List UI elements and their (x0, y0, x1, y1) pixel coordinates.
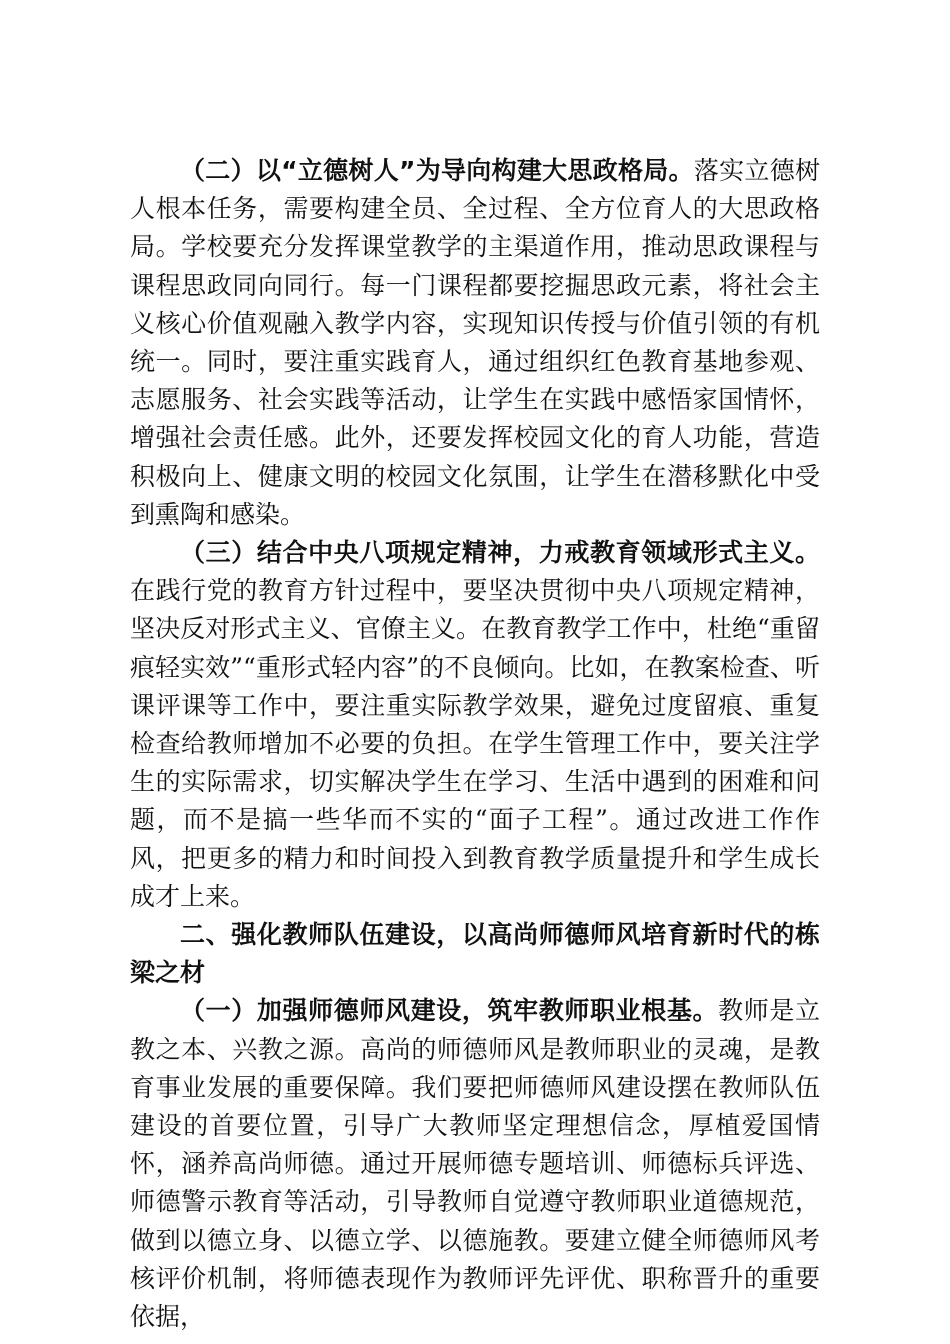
paragraph-section-2 (130, 152, 820, 534)
paragraph-lead: （一）加强师德师风建设，筑牢教师职业根基。 (180, 996, 719, 1026)
paragraph-lead: （二）以“立德树人”为导向构建大思政格局。 (180, 156, 694, 185)
paragraph-text: 落实立德树人根本任务，需要构建全员、全过程、全方位育人的大思政格局。学校要充分发挥课堂教学的主渠道作用，推动思政课程与课程思政同向同行。每一门课程都要挖掘思政元素，将社会主义核心价值观融入教学内容，实现知识传授与价值引领的有机统一。同时，要注重实践育人，通过组织红色教育基地参观、志愿服务、社会实践等活动，让学生在实践中感悟家国情怀，增强社会责任感。此外，还要发挥校园文化的育人功能，营造积极向上、健康文明的校园文化氛围，让学生在潜移默化中受到熏陶和感染。 (130, 156, 820, 529)
paragraph-section-3 (130, 534, 820, 916)
paragraph-text: 在践行党的教育方针过程中，要坚决贯彻中央八项规定精神，坚决反对形式主义、官僚主义。在教育教学工作中，杜绝“重留痕轻实效”“重形式轻内容”的不良倾向。比如，在教案检查、听课评课等工作中，要注重实际教学效果，避免过度留痕、重复检查给教师增加不必要的负担。在学生管理工作中，要关注学生的实际需求，切实解决学生在学习、生活中遇到的困难和问题，而不是搞一些华而不实的“面子工程”。通过改进工作作风，把更多的精力和时间投入到教育教学质量提升和学生成长成才上来。 (130, 576, 820, 911)
paragraph-text: 教师是立教之本、兴教之源。高尚的师德师风是教师职业的灵魂，是教育事业发展的重要保障。我们要把师德师风建设摆在教师队伍建设的首要位置，引导广大教师坚定理想信念，厚植爱国情怀，涵养高尚师德。通过开展师德专题培训、师德标兵评选、师德警示教育等活动，引导教师自觉遵守教师职业道德规范，做到以德立身、以德立学、以德施教。要建立健全师德师风考核评价机制，将师德表现作为教师评先评优、职称晋升的重要依据， (130, 996, 820, 1332)
paragraph-subsection-1 (130, 992, 820, 1336)
section-heading: 二、强化教师队伍建设，以高尚师德师风培育新时代的栋梁之材 (130, 920, 820, 988)
document-body (130, 152, 820, 1336)
paragraph-lead: （三）结合中央八项规定精神，力戒教育领域形式主义。 (180, 538, 820, 568)
